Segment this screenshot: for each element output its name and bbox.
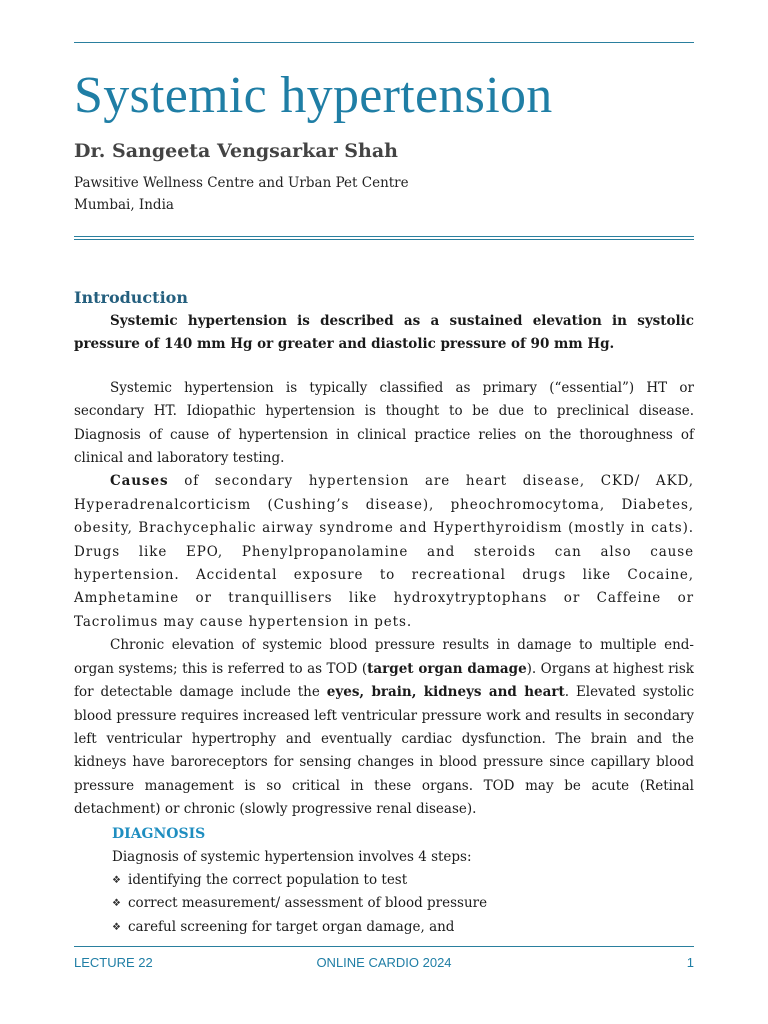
affiliation bbox=[74, 172, 409, 216]
article-body bbox=[74, 286, 694, 939]
tod-bold-2: eyes, brain, kidneys and heart bbox=[326, 684, 565, 701]
list-item bbox=[112, 916, 694, 939]
causes-text: of secondary hypertension are heart disease, CKD/ AKD, Hyperadrenalcorticism (Cushing’s disease), pheochromocytoma, Diabetes, obesity, Brachycephalic airway syndrome and Hyperthyroidism (mostly in cats). Drugs like EPO, Phenylpropanolamine and steroids can also cause hypertension. Accidental exposure to recreational drugs like Cocaine, Amphetamine or tranquillisers like hydroxytryptophans or Caffeine or Tacrolimus may cause hypertension in pets. bbox=[74, 473, 694, 630]
causes-paragraph bbox=[74, 470, 694, 634]
page-number: 1 bbox=[686, 955, 694, 970]
step-text: identifying the correct population to test bbox=[128, 871, 408, 888]
step-text: careful screening for target organ damage, and bbox=[128, 918, 455, 935]
page-title: Systemic hypertension bbox=[74, 67, 553, 124]
list-item bbox=[112, 892, 694, 915]
author-name: Dr. Sangeeta Vengsarkar Shah bbox=[74, 140, 398, 162]
header-double-rule-top bbox=[74, 236, 694, 237]
diamond-bullet-icon: ❖ bbox=[112, 898, 121, 910]
diagnosis-intro: Diagnosis of systemic hypertension involves 4 steps: bbox=[112, 848, 472, 865]
diamond-bullet-icon: ❖ bbox=[112, 921, 121, 933]
tod-text-2: ). Organs at highest risk for detectable damage include the bbox=[74, 660, 694, 701]
header-double-rule-bottom bbox=[74, 239, 694, 240]
list-item bbox=[112, 869, 694, 892]
footer-rule bbox=[74, 946, 694, 947]
affiliation-line-2: Mumbai, India bbox=[74, 197, 174, 213]
tod-bold-1: target organ damage bbox=[367, 660, 527, 677]
diagnosis-steps bbox=[74, 869, 694, 939]
tod-text-1: Chronic elevation of systemic blood pressure results in damage to multiple end-organ systems; this is referred to as TOD ( bbox=[74, 637, 694, 677]
classification-paragraph: Systemic hypertension is typically classified as primary (“essential”) HT or secondary HT. Idiopathic hypertension is thought to be due to preclinical disease. Diagnosis of cause of hypertension in clinical practice relies on the thoroughness of clinical and laboratory testing. bbox=[74, 379, 694, 467]
lead-paragraph: Systemic hypertension is described as a sustained elevation in systolic pressure of 140 mm Hg or greater and diastolic pressure of 90 mm Hg. bbox=[74, 313, 694, 353]
introduction-heading: Introduction bbox=[74, 288, 188, 307]
step-text: correct measurement/ assessment of blood pressure bbox=[128, 895, 488, 912]
footer-event: ONLINE CARDIO 2024 bbox=[316, 955, 452, 970]
tod-text-3: . Elevated systolic blood pressure requires increased left ventricular pressure work and results in secondary left ventricular hypertrophy and eventually cardiac dysfunction. The brain and the kidneys have baroreceptors for sensing changes in blood pressure since capillary blood pressure management is so critical in these organs. TOD may be acute (Retinal detachment) or chronic (slowly progressive renal disease). bbox=[74, 684, 695, 818]
top-rule bbox=[74, 42, 694, 43]
diagnosis-heading: DIAGNOSIS bbox=[112, 825, 206, 842]
footer-lecture: LECTURE 22 bbox=[74, 955, 153, 970]
diamond-bullet-icon: ❖ bbox=[112, 874, 121, 886]
causes-label: Causes bbox=[110, 473, 169, 490]
affiliation-line-1: Pawsitive Wellness Centre and Urban Pet Centre bbox=[74, 175, 409, 191]
page-footer bbox=[74, 955, 694, 970]
tod-paragraph bbox=[74, 634, 694, 821]
